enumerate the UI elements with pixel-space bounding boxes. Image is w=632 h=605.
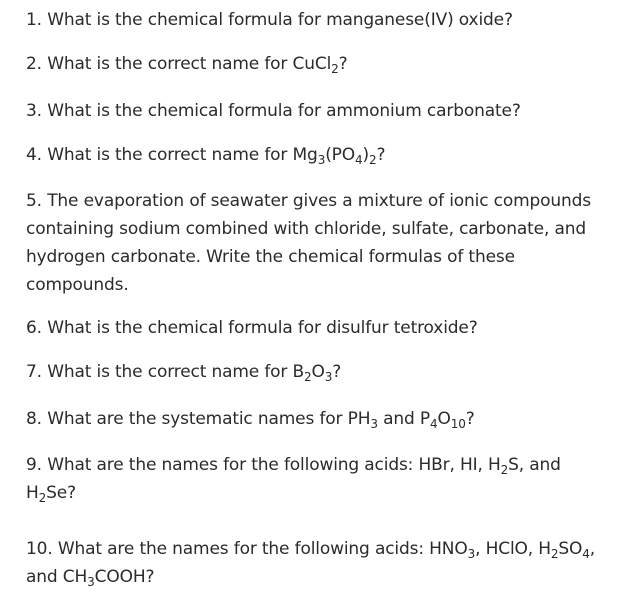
question-text: What is the chemical formula for manganese(IV) oxide? <box>47 10 513 30</box>
question-number: 2. <box>26 54 48 74</box>
question-2 <box>26 50 616 78</box>
question-number: 6. <box>26 318 48 338</box>
question-6 <box>26 314 616 342</box>
subscript: 3 <box>324 370 333 384</box>
question-number: 7. <box>26 362 48 382</box>
question-9 <box>26 451 616 507</box>
subscript: 3 <box>317 153 326 167</box>
question-text: What is the correct name for $B_2O_3$? <box>47 362 342 384</box>
question-text: What are the names for the following acids: $HNO_3$, HClO, $H_2SO_4$, and $CH_3COOH$? <box>26 539 596 589</box>
question-text: What is the correct name for CuCl$_2$? <box>47 54 348 76</box>
question-text: The evaporation of seawater gives a mixture of ionic compounds containing sodium combined with chloride, sulfate, carbonate, and hydrogen carbonate. Write the chemical formulas of these compounds. <box>26 191 592 295</box>
subscript: 4 <box>582 547 590 561</box>
subscript: 2 <box>304 370 312 384</box>
question-text: What are the systematic names for $PH_3$ and $P_4O_{10}$? <box>47 409 475 431</box>
question-3 <box>26 97 616 125</box>
subscript: 2 <box>369 153 377 167</box>
subscript: 3 <box>467 547 476 561</box>
question-5 <box>26 187 616 299</box>
subscript: 4 <box>430 417 438 431</box>
question-10 <box>26 535 616 591</box>
question-8 <box>26 405 616 433</box>
question-number: 10. <box>26 539 58 559</box>
subscript: 10 <box>450 417 466 431</box>
question-4 <box>26 141 616 169</box>
question-number: 8. <box>26 409 48 429</box>
question-number: 3. <box>26 101 48 121</box>
question-number: 4. <box>26 145 48 165</box>
question-number: 1. <box>26 10 48 30</box>
question-text: What is the chemical formula for disulfur tetroxide? <box>47 318 478 338</box>
subscript: 4 <box>355 153 363 167</box>
question-1 <box>26 6 616 34</box>
question-text: What are the names for the following acids: HBr, HI, $H_2S$, and $H_2Se$? <box>26 455 561 505</box>
question-number: 9. <box>26 455 48 475</box>
subscript: 2 <box>500 463 509 477</box>
subscript: 3 <box>87 575 95 589</box>
subscript: 2 <box>38 491 47 505</box>
question-number: 5. <box>26 191 48 211</box>
subscript: 2 <box>550 547 559 561</box>
question-text: What is the correct name for $Mg_3(PO_4)_2$? <box>47 145 386 167</box>
subscript: 3 <box>370 417 378 431</box>
question-text: What is the chemical formula for ammonium carbonate? <box>47 101 521 121</box>
question-7 <box>26 358 616 386</box>
subscript: 2 <box>331 62 339 76</box>
